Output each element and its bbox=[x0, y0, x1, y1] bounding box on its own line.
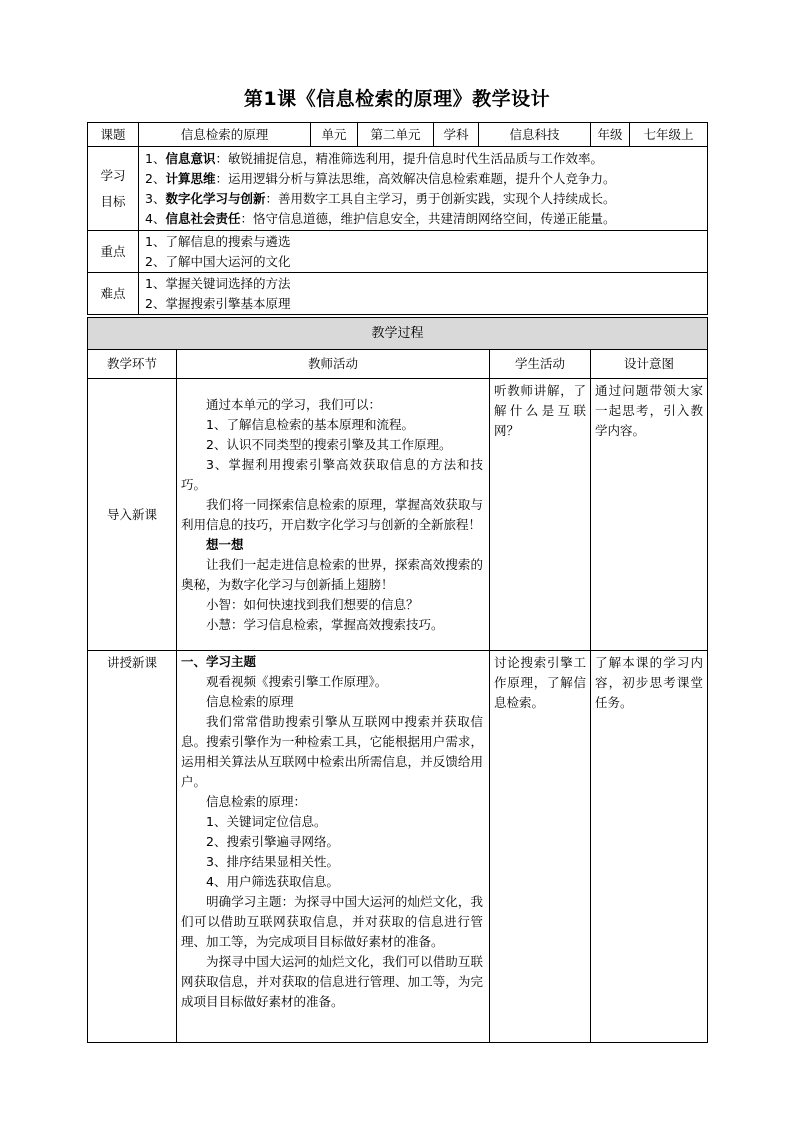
difficult-points-content bbox=[139, 273, 708, 315]
teacher-activity-paragraph: 观看视频《搜索引擎工作原理》。 bbox=[206, 674, 388, 689]
teacher-activity-paragraph: 小智：如何快速找到我们想要的信息？ bbox=[206, 596, 419, 612]
difficult-points-label: 难点 bbox=[88, 273, 139, 315]
teacher-activity-paragraph: 2、搜索引擎遍寻网络。 bbox=[206, 834, 339, 849]
teacher-activity-paragraph: 信息检索的原理 bbox=[206, 694, 294, 709]
teacher-activity-paragraph: 3、掌握利用搜索引擎高效获取信息的方法和技巧。 bbox=[181, 456, 483, 492]
teacher-activity-cell bbox=[177, 379, 490, 651]
difficult-points-row bbox=[88, 273, 708, 315]
teacher-activity-paragraph: 为探寻中国大运河的灿烂文化，我们可以借助互联网获取信息，并对获取的信息进行管理、加工等，为完成项目目标做好素材的准备。 bbox=[181, 954, 483, 1009]
process-row-intro bbox=[88, 379, 708, 651]
key-points-row bbox=[88, 231, 708, 273]
grade-value: 七年级上 bbox=[630, 123, 708, 147]
design-intent-cell: 通过问题带领大家一起思考，引入教学内容。 bbox=[591, 379, 708, 651]
objectives-label bbox=[88, 147, 139, 231]
teacher-activity-list bbox=[181, 652, 483, 1012]
teacher-activity-paragraph: 2、认识不同类型的搜索引擎及其工作原理。 bbox=[206, 436, 452, 452]
unit-value: 第二单元 bbox=[358, 123, 434, 147]
teacher-activity-paragraph: 明确学习主题：为探寻中国大运河的灿烂文化，我们可以借助互联网获取信息，并对获取的信息进行管理、加工等，为完成项目目标做好素材的准备。 bbox=[181, 894, 483, 949]
key-points-label: 重点 bbox=[88, 231, 139, 273]
teacher-activity-paragraph: 一、学习主题 bbox=[181, 654, 257, 669]
key-points-content bbox=[139, 231, 708, 273]
teacher-activity-list bbox=[181, 395, 483, 635]
teacher-activity-paragraph: 我们常常借助搜索引擎从互联网中搜索并获取信息。搜索引擎作为一种检索工具，它能根据用户需求，运用相关算法从互联网中检索出所需信息，并反馈给用户。 bbox=[181, 714, 483, 789]
stage-cell: 导入新课 bbox=[88, 379, 177, 651]
difficult-point-item: 2、掌握搜索引擎基本原理 bbox=[145, 295, 291, 311]
subject-label: 学科 bbox=[434, 123, 479, 147]
process-column-headers bbox=[88, 350, 708, 379]
teacher-activity-paragraph: 信息检索的原理： bbox=[206, 794, 307, 809]
teacher-activity-paragraph: 小慧：学习信息检索，掌握高效搜索技巧。 bbox=[206, 616, 444, 632]
teacher-activity-paragraph: 我们将一同探索信息检索的原理，掌握高效获取与利用信息的技巧，开启数字化学习与创新的全新旅程！ bbox=[181, 496, 483, 532]
grade-label: 年级 bbox=[591, 123, 630, 147]
column-header-intent: 设计意图 bbox=[591, 350, 708, 379]
column-header-teacher: 教师活动 bbox=[177, 350, 490, 379]
unit-label: 单元 bbox=[311, 123, 358, 147]
column-header-student: 学生活动 bbox=[490, 350, 591, 379]
teacher-activity-paragraph: 让我们一起走进信息检索的世界，探索高效搜索的奥秘，为数字化学习与创新插上翅膀！ bbox=[181, 556, 483, 592]
objective-item: 1、信息意识：敏锐捕捉信息，精准筛选利用，提升信息时代生活品质与工作效率。 bbox=[145, 150, 603, 166]
student-activity-cell: 听教师讲解，了解什么是互联网？ bbox=[490, 379, 591, 651]
process-header: 教学过程 bbox=[88, 318, 708, 350]
column-header-stage: 教学环节 bbox=[88, 350, 177, 379]
objectives-row bbox=[88, 147, 708, 231]
teacher-activity-cell bbox=[177, 651, 490, 1043]
teacher-activity-paragraph: 4、用户筛选获取信息。 bbox=[206, 874, 339, 889]
teacher-activity-paragraph: 1、关键词定位信息。 bbox=[206, 814, 327, 829]
objectives-label-line2: 目标 bbox=[100, 193, 126, 209]
objective-item: 2、计算思维：运用逻辑分析与算法思维，高效解决信息检索难题，提升个人竞争力。 bbox=[145, 170, 616, 186]
process-row-new-lesson bbox=[88, 651, 708, 1043]
teacher-activity-paragraph: 1、了解信息检索的基本原理和流程。 bbox=[206, 416, 414, 432]
stage-cell: 讲授新课 bbox=[88, 651, 177, 1043]
page-title: 第1课《信息检索的原理》教学设计 bbox=[243, 88, 551, 110]
topic-value: 信息检索的原理 bbox=[139, 123, 311, 147]
teacher-activity-paragraph: 想一想 bbox=[206, 536, 244, 552]
difficult-point-item: 1、掌握关键词选择的方法 bbox=[145, 275, 291, 291]
objectives-label-line1: 学习 bbox=[100, 167, 126, 183]
key-point-item: 2、了解中国大运河的文化 bbox=[145, 253, 291, 269]
subject-value: 信息科技 bbox=[479, 123, 591, 147]
design-intent-cell: 了解本课的学习内容，初步思考课堂任务。 bbox=[591, 651, 708, 1043]
objective-item: 3、数字化学习与创新：善用数字工具自主学习，勇于创新实践，实现个人持续成长。 bbox=[145, 190, 616, 206]
teacher-activity-paragraph: 3、排序结果显相关性。 bbox=[206, 854, 339, 869]
teacher-activity-paragraph: 通过本单元的学习，我们可以： bbox=[206, 396, 382, 412]
lesson-info-table bbox=[87, 122, 708, 315]
key-point-item: 1、了解信息的搜索与遴选 bbox=[145, 233, 291, 249]
student-activity-cell: 讨论搜索引擎工作原理，了解信息检索。 bbox=[490, 651, 591, 1043]
objective-item: 4、信息社会责任：恪守信息道德，维护信息安全，共建清朗网络空间，传递正能量。 bbox=[145, 210, 616, 226]
info-row bbox=[88, 123, 708, 147]
objectives-content bbox=[139, 147, 708, 231]
teaching-process-table bbox=[87, 317, 708, 1043]
topic-label: 课题 bbox=[88, 123, 139, 147]
